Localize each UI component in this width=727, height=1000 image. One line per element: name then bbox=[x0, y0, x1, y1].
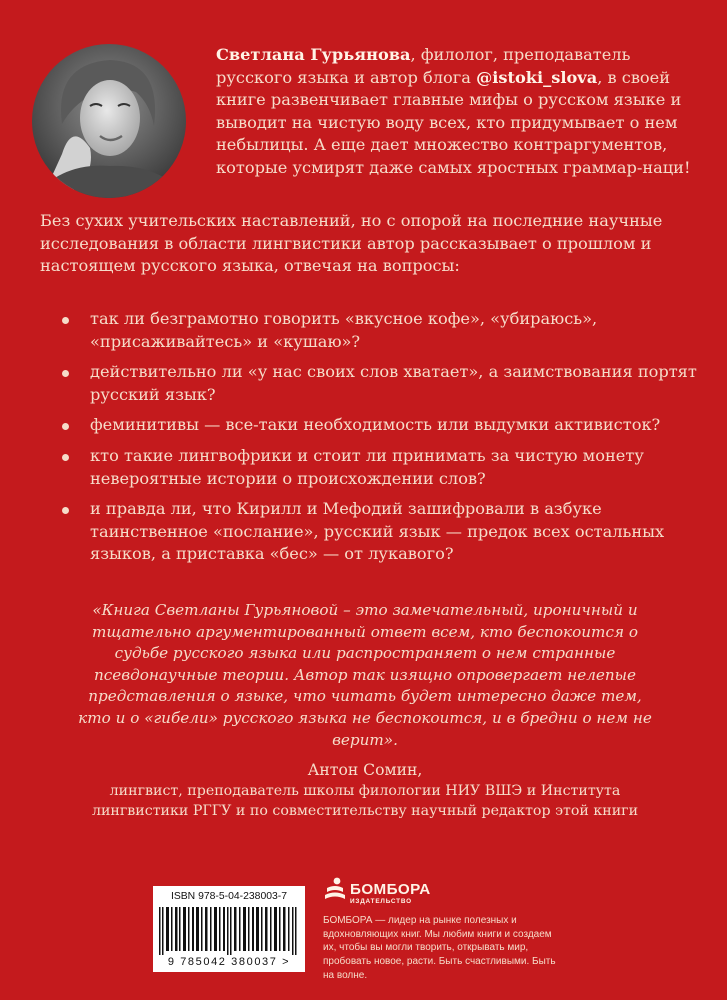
question-text: кто такие лингвофрики и стоит ли принимать за чистую монету невероятные истории о происхождении слов? bbox=[90, 445, 644, 488]
bullet-icon bbox=[62, 317, 69, 324]
barcode-panel bbox=[153, 886, 305, 972]
publisher-logo-text: БОМБОРА bbox=[350, 881, 431, 898]
question-text: феминитивы — все-таки необходимость или выдумки активисток? bbox=[90, 415, 661, 435]
bombora-logo-icon bbox=[323, 876, 347, 904]
blog-handle: @istoki_slova bbox=[476, 67, 598, 87]
isbn-label: ISBN 978-5-04-238003-7 bbox=[170, 891, 288, 902]
bullet-icon bbox=[62, 454, 69, 461]
publisher-logo-subtitle: ИЗДАТЕЛЬСТВО bbox=[350, 898, 412, 905]
list-item bbox=[62, 445, 702, 490]
barcode-icon bbox=[157, 907, 301, 955]
list-item bbox=[62, 498, 702, 566]
question-text: и правда ли, что Кирилл и Мефодий зашифровали в азбуке таинственное «послание», русский язык — предок всех остальных языков, а приставка «бес» — от лукавого? bbox=[90, 499, 665, 564]
list-item bbox=[62, 414, 702, 437]
question-text: действительно ли «у нас своих слов хватает», а заимствования портят русский язык? bbox=[90, 362, 697, 404]
author-bio bbox=[216, 44, 706, 180]
publisher-description: БОМБОРА — лидер на рынке полезных и вдохновляющих книг. Мы любим книги и создаем их, чтобы вы могли творить, открывать мир, пробовать новое, расти. Быть счастливыми. Быть на волне. bbox=[323, 915, 556, 981]
author-photo bbox=[32, 44, 186, 198]
intro-paragraph: Без сухих учительских наставлений, но с опорой на последние научные исследования в области лингвистики автор рассказывает о прошлом и настоящем русского языка, отвечая на вопросы: bbox=[40, 211, 663, 276]
questions-list bbox=[62, 308, 702, 574]
list-item bbox=[62, 308, 702, 353]
bullet-icon bbox=[62, 423, 69, 430]
bio-text-2: , в своей книге развенчивает главные мифы о русском языке и выводит на чистую воду всех, кто придумывает о нем небылицы. А еще дает множество контраргументов, которые усмирят даже самых яростных граммар-наци! bbox=[216, 67, 691, 177]
bullet-icon bbox=[62, 507, 69, 514]
author-portrait-image bbox=[32, 44, 186, 198]
quote-author: Антон Сомин, bbox=[307, 761, 423, 779]
question-text: так ли безграмотно говорить «вкусное кофе», «убираюсь», «присаживайтесь» и «кушаю»? bbox=[90, 309, 598, 351]
quote-author-credits: лингвист, преподаватель школы филологии НИУ ВШЭ и Института лингвистики РГГУ и по совместительству научный редактор этой книги bbox=[91, 783, 639, 819]
list-item bbox=[62, 361, 702, 406]
bullet-icon bbox=[62, 370, 69, 377]
author-name: Светлана Гурьянова bbox=[216, 45, 411, 64]
review-quote: «Книга Светланы Гурьяновой – это замечательный, ироничный и тщательно аргументированный ответ всем, кто беспокоится о судьбе русского языка или распространяет о нем странные псевдонаучные теории. Автор так изящно опровергает нелепые представления о языке, что читать будет интересно даже тем, кто и о «гибели» русского языка не беспокоится, и в бредни о нем не верит». bbox=[78, 601, 652, 749]
bio-text-1: , филолог, преподаватель русского языка и автор блога bbox=[216, 45, 631, 87]
barcode-number: 9 785042 380037 > bbox=[167, 956, 291, 968]
